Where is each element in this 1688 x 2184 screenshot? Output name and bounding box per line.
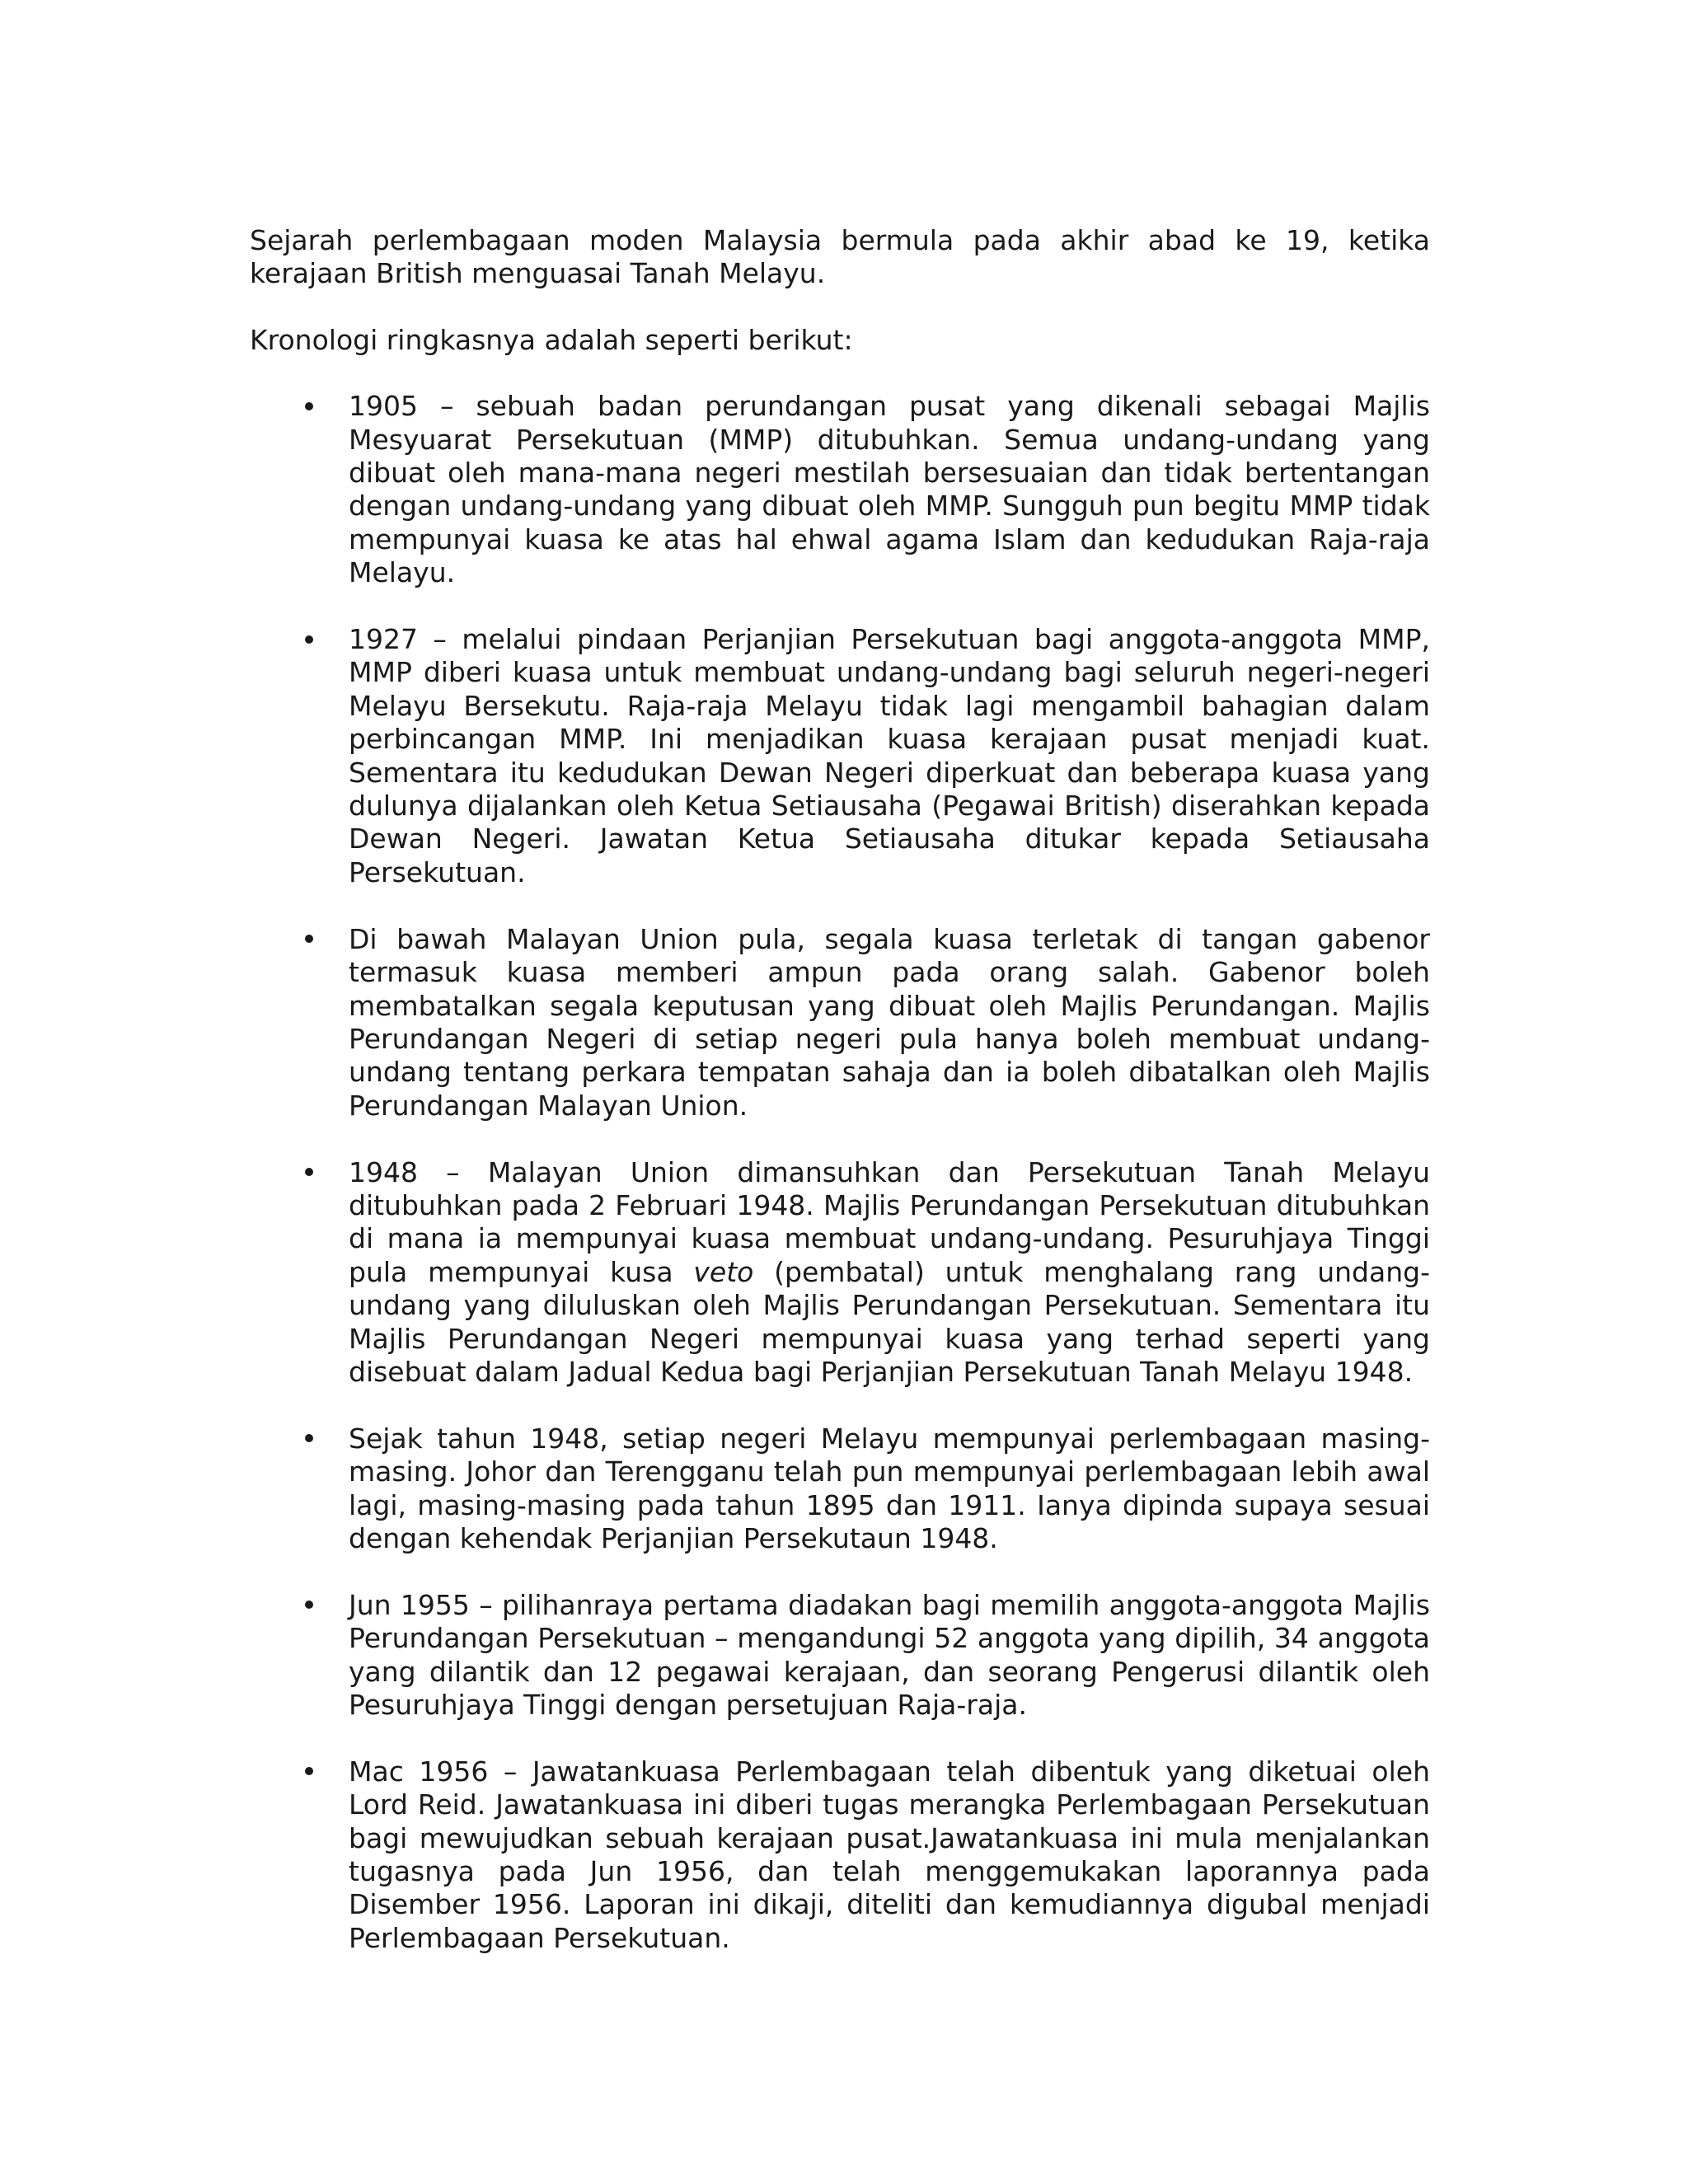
list-item-text-before: 1948 – Malayan Union dimansuhkan dan Persekutuan Tanah Melayu ditubuhkan pada 2 Februari 1948. Majlis Perundangan Persekutuan ditubuhkan di mana ia mempunyai kuasa membuat undang-undang. Pesuruhjaya Tinggi pula mempunyai kusa bbox=[349, 1155, 1430, 1288]
list-item-text: Sejak tahun 1948, setiap negeri Melayu mempunyai perlembagaan masing-masing. Johor dan Terengganu telah pun mempunyai perlembagaan lebih awal lagi, masing-masing pada tahun 1895 dan 1911. Ianya dipinda supaya sesuai dengan kehendak Perjanjian Persekutaun 1948. bbox=[349, 1422, 1430, 1554]
list-item bbox=[250, 923, 1430, 1122]
lead-paragraph: Kronologi ringkasnya adalah seperti berikut: bbox=[250, 323, 853, 356]
list-item-text: 1905 – sebuah badan perundangan pusat yang dikenali sebagai Majlis Mesyuarat Persekutuan (MMP) ditubuhkan. Semua undang-undang yang dibuat oleh mana-mana negeri mestilah bersesuaian dan tidak bertentangan dengan undang-undang yang dibuat oleh MMP. Sungguh pun begitu MMP tidak mempunyai kuasa ke atas hal ehwal agama Islam dan kedudukan Raja-raja Melayu. bbox=[349, 390, 1430, 589]
list-item-text-after: (pembatal) untuk menghalang rang undang-undang yang diluluskan oleh Majlis Perundangan Persekutuan. Sementara itu Majlis Perundangan Negeri mempunyai kuasa yang terhad seperti yang disebuat dalam Jadual Kedua bagi Perjanjian Persekutuan Tanah Melayu 1948. bbox=[349, 1255, 1430, 1388]
bullet-icon bbox=[302, 1156, 316, 1189]
list-item bbox=[250, 623, 1430, 889]
list-item bbox=[250, 1422, 1430, 1556]
chronology-list bbox=[250, 390, 1430, 1955]
list-item bbox=[250, 1589, 1430, 1722]
list-item-text: Jun 1955 – pilihanraya pertama diadakan bagi memilih anggota-anggota Majlis Perundangan Persekutuan – mengandungi 52 anggota yang dipilih, 34 anggota yang dilantik dan 12 pegawai kerajaan, dan seorang Pengerusi dilantik oleh Pesuruhjaya Tinggi dengan persetujuan Raja-raja. bbox=[349, 1588, 1430, 1721]
intro-paragraph: Sejarah perlembagaan moden Malaysia bermula pada akhir abad ke 19, ketika kerajaan British menguasai Tanah Melayu. bbox=[250, 224, 1430, 290]
bullet-icon bbox=[302, 390, 316, 423]
bullet-icon bbox=[302, 1755, 316, 1788]
list-item-text: 1927 – melalui pindaan Perjanjian Persekutuan bagi anggota-anggota MMP, MMP diberi kuasa untuk membuat undang-undang bagi seluruh negeri-negeri Melayu Bersekutu. Raja-raja Melayu tidak lagi mengambil bahagian dalam perbincangan MMP. Ini menjadikan kuasa kerajaan pusat menjadi kuat. Sementara itu kedudukan Dewan Negeri diperkuat dan beberapa kuasa yang dulunya dijalankan oleh Ketua Setiausaha (Pegawai British) diserahkan kepada Dewan Negeri. Jawatan Ketua Setiausaha ditukar kepada Setiausaha Persekutuan. bbox=[349, 623, 1430, 888]
bullet-icon bbox=[302, 1589, 316, 1622]
list-item-text: Di bawah Malayan Union pula, segala kuasa terletak di tangan gabenor termasuk kuasa memberi ampun pada orang salah. Gabenor boleh membatalkan segala keputusan yang dibuat oleh Majlis Perundangan. Majlis Perundangan Negeri di setiap negeri pula hanya boleh membuat undang-undang tentang perkara tempatan sahaja dan ia boleh dibatalkan oleh Majlis Perundangan Malayan Union. bbox=[349, 922, 1430, 1122]
bullet-icon bbox=[302, 923, 316, 956]
document-page bbox=[250, 224, 1430, 1955]
emphasis-veto: veto bbox=[693, 1255, 754, 1288]
bullet-icon bbox=[302, 1422, 316, 1455]
list-item bbox=[250, 390, 1430, 589]
list-item bbox=[250, 1755, 1430, 1955]
list-item bbox=[250, 1156, 1430, 1390]
bullet-icon bbox=[302, 623, 316, 656]
list-item-text: Mac 1956 – Jawatankuasa Perlembagaan telah dibentuk yang diketuai oleh Lord Reid. Jawatankuasa ini diberi tugas merangka Perlembagaan Persekutuan bagi mewujudkan sebuah kerajaan pusat.Jawatankuasa ini mula menjalankan tugasnya pada Jun 1956, dan telah menggemukakan laporannya pada Disember 1956. Laporan ini dikaji, diteliti dan kemudiannya digubal menjadi Perlembagaan Persekutuan. bbox=[349, 1755, 1430, 1954]
list-item-text bbox=[349, 1156, 1430, 1390]
